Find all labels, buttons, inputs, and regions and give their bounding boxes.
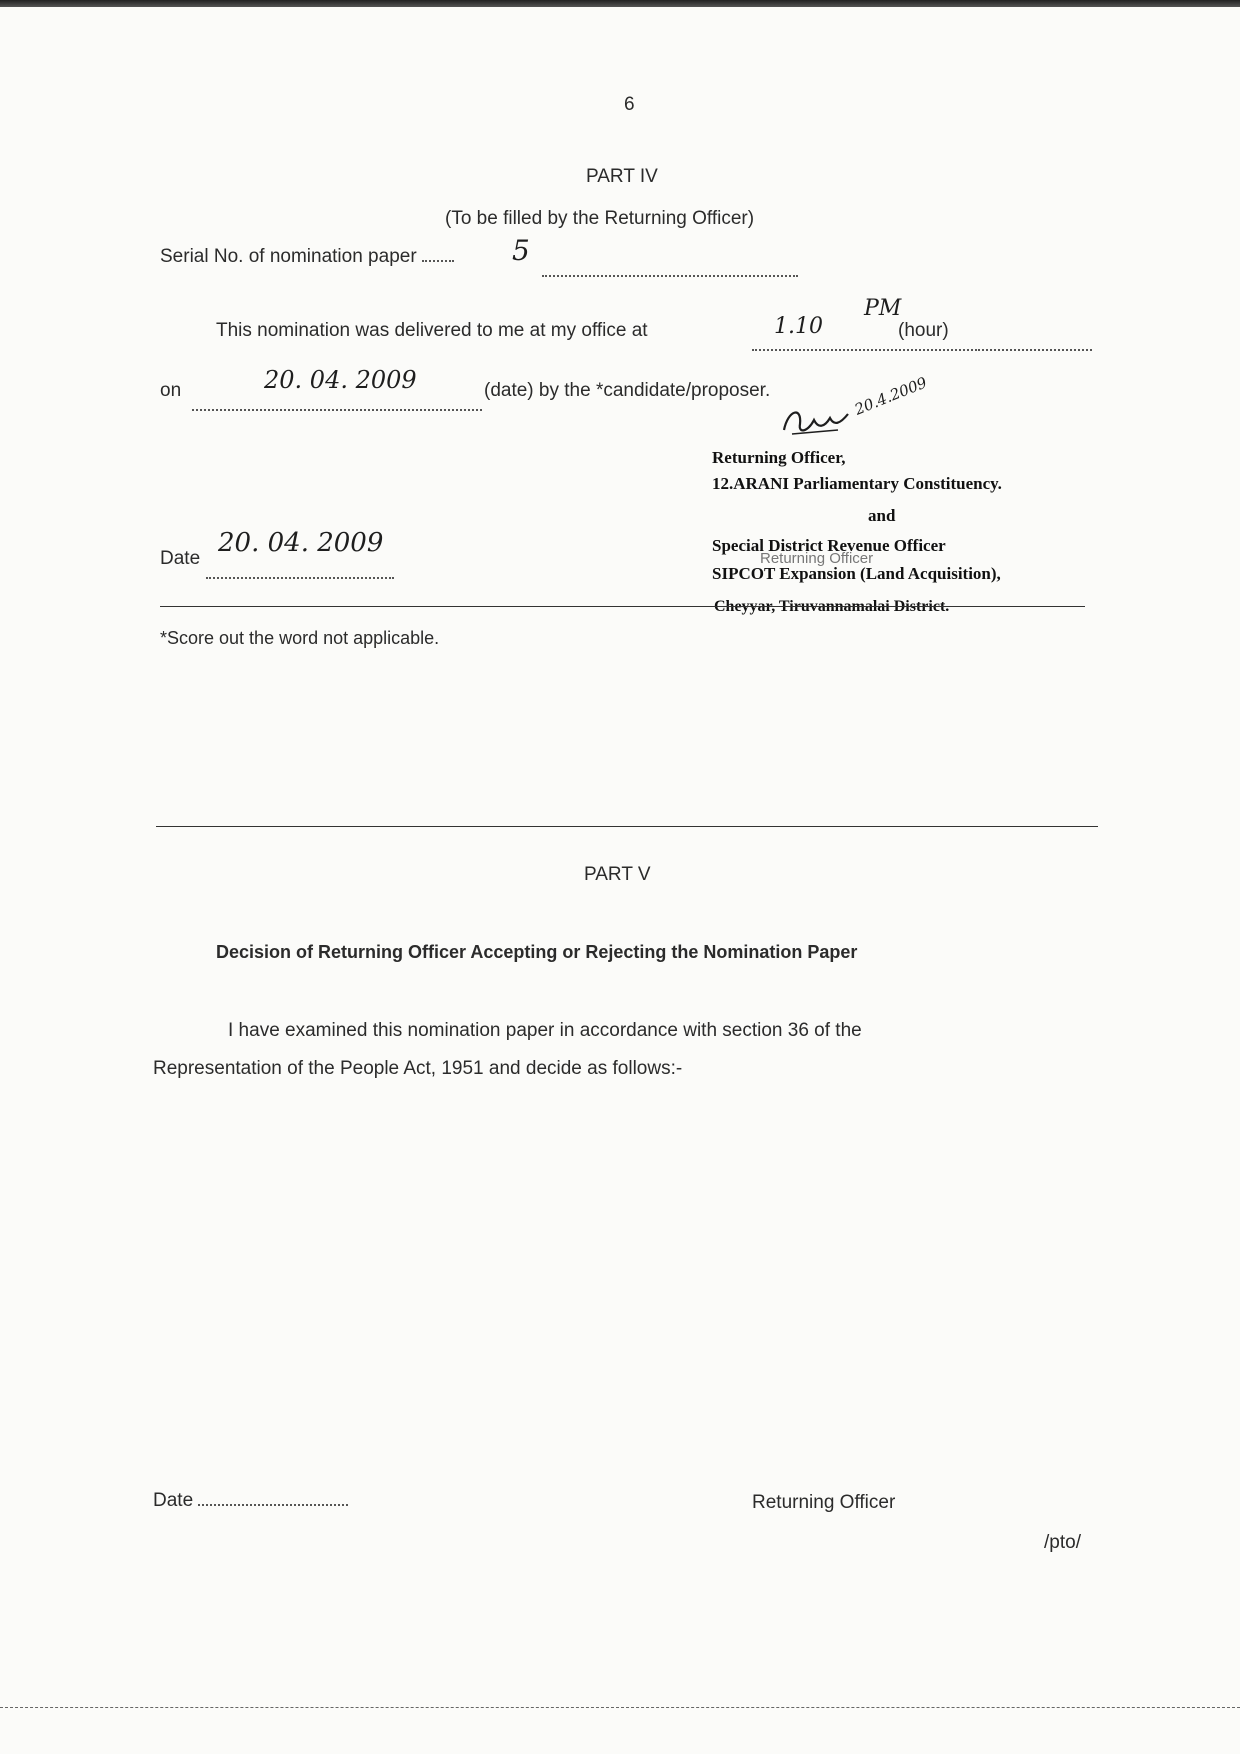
part4-bottom-rule	[160, 606, 1085, 607]
on-suffix: (date) by the *candidate/proposer.	[484, 380, 771, 401]
part4-subtitle: (To be filled by the Returning Officer)	[445, 208, 755, 229]
part5-body-line1: I have examined this nomination paper in accordance with section 36 of the	[228, 1020, 862, 1041]
serial-dots	[542, 275, 798, 277]
part5-heading: Decision of Returning Officer Accepting or Rejecting the Nomination Paper	[216, 942, 858, 962]
part5-date-row	[153, 1490, 348, 1512]
seal-line4: Special District Revenue Officer	[712, 536, 946, 555]
delivered-hour-suffix: (hour)	[898, 320, 949, 341]
part4-date-dots	[206, 577, 394, 579]
footnote: *Score out the word not applicable.	[160, 628, 440, 648]
part5-title: PART V	[584, 864, 651, 885]
serial-value: 5	[512, 234, 530, 267]
seal-line1: Returning Officer,	[712, 448, 846, 467]
delivered-prefix: This nomination was delivered to me at my office at	[216, 320, 648, 341]
pto-mark: /pto/	[1044, 1532, 1081, 1553]
part5-date-dots	[198, 1504, 348, 1506]
part4-date-value: 20. 04. 2009	[218, 528, 384, 558]
delivered-time-dots	[752, 349, 980, 351]
scan-bottom-edge	[0, 1707, 1240, 1708]
serial-row	[160, 246, 454, 268]
delivered-ampm: PM	[864, 296, 902, 321]
seal-line2: 12.ARANI Parliamentary Constituency.	[712, 474, 1002, 493]
serial-label: Serial No. of nomination paper	[160, 246, 417, 267]
page-number: 6	[624, 94, 635, 115]
part5-returning-officer: Returning Officer	[752, 1492, 896, 1513]
part5-body-line2: Representation of the People Act, 1951 and decide as follows:-	[153, 1058, 683, 1079]
signature-date: 20.4.2009	[852, 373, 930, 419]
scan-top-edge	[0, 0, 1240, 7]
on-date-dots	[192, 409, 482, 411]
part-divider	[156, 826, 1098, 827]
delivered-time: 1.10	[774, 314, 823, 339]
part5-date-label: Date	[153, 1490, 194, 1511]
on-label: on	[160, 380, 182, 401]
part4-date-label: Date	[160, 548, 201, 569]
on-date: 20. 04. 2009	[264, 366, 417, 394]
part4-title: PART IV	[586, 166, 658, 187]
seal-line6: Cheyyar, Tiruvannamalai District.	[714, 598, 950, 615]
returning-officer-printed: Returning Officer	[760, 550, 874, 567]
seal-line3: and	[868, 506, 896, 525]
seal-line5: SIPCOT Expansion (Land Acquisition),	[712, 564, 1001, 583]
